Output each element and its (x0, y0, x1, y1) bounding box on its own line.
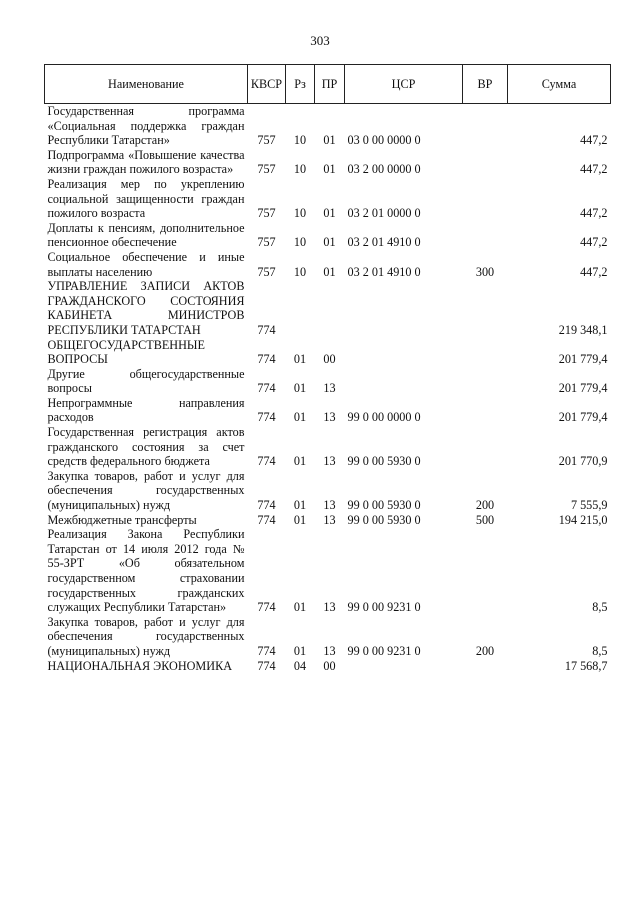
cell-sum: 447,2 (580, 206, 608, 221)
cell-rz: 01 (293, 352, 307, 367)
cell-csr: 99 0 00 9231 0 (347, 600, 421, 615)
cell-pr: 00 (323, 352, 336, 367)
cell-csr (345, 279, 463, 337)
cell-rz: 01 (293, 381, 307, 396)
cell-vr (463, 221, 508, 250)
cell-csr: 99 0 00 5930 0 (347, 498, 421, 513)
cell-csr: 99 0 00 5930 0 (347, 512, 421, 527)
cell-csr: 99 0 00 9231 0 (347, 643, 421, 658)
cell-kvsr: 774 (257, 410, 276, 425)
cell-csr: 99 0 00 5930 0 (347, 454, 421, 469)
cell-pr: 01 (323, 235, 336, 250)
cell-name: Закупка товаров, работ и услуг для обеспечения государственных (муниципальных) нужд (47, 468, 245, 513)
cell-rz: 10 (293, 162, 307, 177)
cell-kvsr: 757 (257, 264, 276, 279)
cell-name: Реализация Закона Республики Татарстан от 14 июля 2012 года № 55-ЗРТ «Об обязательном государственном страховании государственных гражданских служащих Республики Татарстан» (47, 527, 245, 615)
cell-vr: 500 (475, 512, 495, 527)
cell-pr: 13 (323, 643, 336, 658)
cell-pr: 01 (323, 206, 336, 221)
table-row (45, 615, 611, 659)
cell-name: Доплаты к пенсиям, дополнительное пенсионное обеспечение (47, 220, 245, 250)
cell-sum: 219 348,1 (558, 322, 608, 337)
cell-sum: 447,2 (580, 133, 608, 148)
cell-rz: 01 (293, 454, 307, 469)
cell-kvsr: 757 (257, 162, 276, 177)
header-rz: Рз (286, 65, 315, 104)
table-row (45, 367, 611, 396)
cell-sum: 7 555,9 (570, 498, 608, 513)
cell-name: Государственная программа «Социальная поддержка граждан Республики Татарстан» (47, 104, 245, 148)
cell-rz: 01 (293, 512, 307, 527)
header-name: Наименование (45, 65, 248, 104)
cell-sum: 201 779,4 (558, 352, 608, 367)
cell-rz: 01 (293, 600, 307, 615)
header-csr: ЦСР (345, 65, 463, 104)
cell-vr (463, 367, 508, 396)
table-header-row (45, 65, 611, 104)
budget-table (44, 64, 611, 673)
cell-csr: 03 2 01 4910 0 (347, 235, 421, 250)
cell-csr: 03 2 01 0000 0 (347, 206, 421, 221)
cell-name: Социальное обеспечение и иные выплаты населению (47, 249, 245, 279)
cell-rz: 01 (293, 498, 307, 513)
cell-pr: 01 (323, 133, 336, 148)
cell-vr (463, 338, 508, 367)
cell-kvsr: 774 (257, 322, 276, 337)
table-row (45, 338, 611, 367)
cell-pr: 13 (323, 498, 336, 513)
header-vr: ВР (463, 65, 508, 104)
cell-rz: 10 (293, 264, 307, 279)
table-row (45, 469, 611, 513)
table-row (45, 425, 611, 469)
cell-csr: 03 0 00 0000 0 (347, 133, 421, 148)
cell-rz: 10 (293, 133, 307, 148)
cell-kvsr: 757 (257, 206, 276, 221)
table-row (45, 250, 611, 279)
cell-pr: 13 (323, 600, 336, 615)
cell-sum: 194 215,0 (558, 512, 608, 527)
table-row (45, 513, 611, 528)
header-sum: Сумма (508, 65, 611, 104)
cell-sum: 447,2 (580, 162, 608, 177)
table-body (45, 104, 611, 674)
cell-vr (463, 148, 508, 177)
cell-name: Государственная регистрация актов гражданского состояния за счет средств федерального бюджета (47, 425, 245, 469)
cell-kvsr: 774 (257, 643, 276, 658)
cell-kvsr: 774 (257, 498, 276, 513)
cell-rz: 10 (293, 235, 307, 250)
cell-pr: 01 (323, 162, 336, 177)
header-pr: ПР (315, 65, 345, 104)
cell-sum: 8,5 (592, 600, 608, 615)
cell-pr (315, 279, 345, 337)
table-row (45, 527, 611, 615)
cell-rz: 04 (293, 658, 307, 673)
cell-name: Другие общегосударственные вопросы (47, 366, 245, 396)
cell-vr: 200 (475, 643, 495, 658)
cell-vr: 300 (475, 264, 495, 279)
cell-csr (345, 367, 463, 396)
cell-name: НАЦИОНАЛЬНАЯ ЭКОНОМИКА (47, 658, 232, 673)
cell-pr: 13 (323, 454, 336, 469)
cell-kvsr: 774 (257, 381, 276, 396)
cell-name: Закупка товаров, работ и услуг для обеспечения государственных (муниципальных) нужд (47, 614, 245, 658)
cell-kvsr: 774 (257, 352, 276, 367)
cell-kvsr: 774 (257, 658, 276, 673)
cell-sum: 201 779,4 (558, 381, 608, 396)
cell-name: ОБЩЕГОСУДАРСТВЕННЫЕ ВОПРОСЫ (47, 337, 205, 367)
cell-sum: 17 568,7 (564, 658, 608, 673)
cell-kvsr: 774 (257, 600, 276, 615)
cell-sum: 201 770,9 (558, 454, 608, 469)
cell-sum: 8,5 (592, 643, 608, 658)
cell-vr (463, 104, 508, 148)
cell-kvsr: 774 (257, 454, 276, 469)
cell-rz: 01 (293, 410, 307, 425)
table-row (45, 177, 611, 221)
cell-rz: 01 (293, 643, 307, 658)
cell-pr: 13 (323, 512, 336, 527)
page-number: 303 (310, 33, 330, 48)
cell-name: Межбюджетные трансферты (47, 512, 197, 527)
cell-vr (463, 659, 508, 674)
table-row (45, 221, 611, 250)
cell-rz (286, 279, 315, 337)
cell-vr (463, 279, 508, 337)
cell-name: Реализация мер по укреплению социальной защищенности граждан пожилого возраста (47, 176, 245, 221)
cell-name: Непрограммные направления расходов (47, 395, 245, 425)
cell-kvsr: 757 (257, 133, 276, 148)
cell-sum: 201 779,4 (558, 410, 608, 425)
cell-csr: 03 2 00 0000 0 (347, 162, 421, 177)
cell-vr (463, 177, 508, 221)
header-kvsr: КВСР (248, 65, 286, 104)
cell-sum: 447,2 (580, 264, 608, 279)
cell-rz: 10 (293, 206, 307, 221)
cell-csr (345, 659, 463, 674)
cell-pr: 13 (323, 410, 336, 425)
table-row (45, 104, 611, 148)
cell-vr (463, 527, 508, 615)
cell-csr (345, 338, 463, 367)
cell-vr (463, 396, 508, 425)
cell-vr: 200 (475, 498, 495, 513)
cell-csr: 99 0 00 0000 0 (347, 410, 421, 425)
table-row (45, 659, 611, 674)
cell-kvsr: 757 (257, 235, 276, 250)
cell-name: УПРАВЛЕНИЕ ЗАПИСИ АКТОВ ГРАЖДАНСКОГО СОСТОЯНИЯ КАБИНЕТА МИНИСТРОВ РЕСПУБЛИКИ ТАТАРСТАН (47, 279, 245, 337)
table-row (45, 148, 611, 177)
cell-name: Подпрограмма «Повышение качества жизни граждан пожилого возраста» (47, 147, 245, 177)
cell-sum: 447,2 (580, 235, 608, 250)
cell-kvsr: 774 (257, 512, 276, 527)
cell-vr (463, 425, 508, 469)
table-row (45, 396, 611, 425)
table-row (45, 279, 611, 337)
cell-csr: 03 2 01 4910 0 (347, 264, 421, 279)
cell-pr: 01 (323, 264, 336, 279)
cell-pr: 00 (323, 658, 336, 673)
cell-pr: 13 (323, 381, 336, 396)
